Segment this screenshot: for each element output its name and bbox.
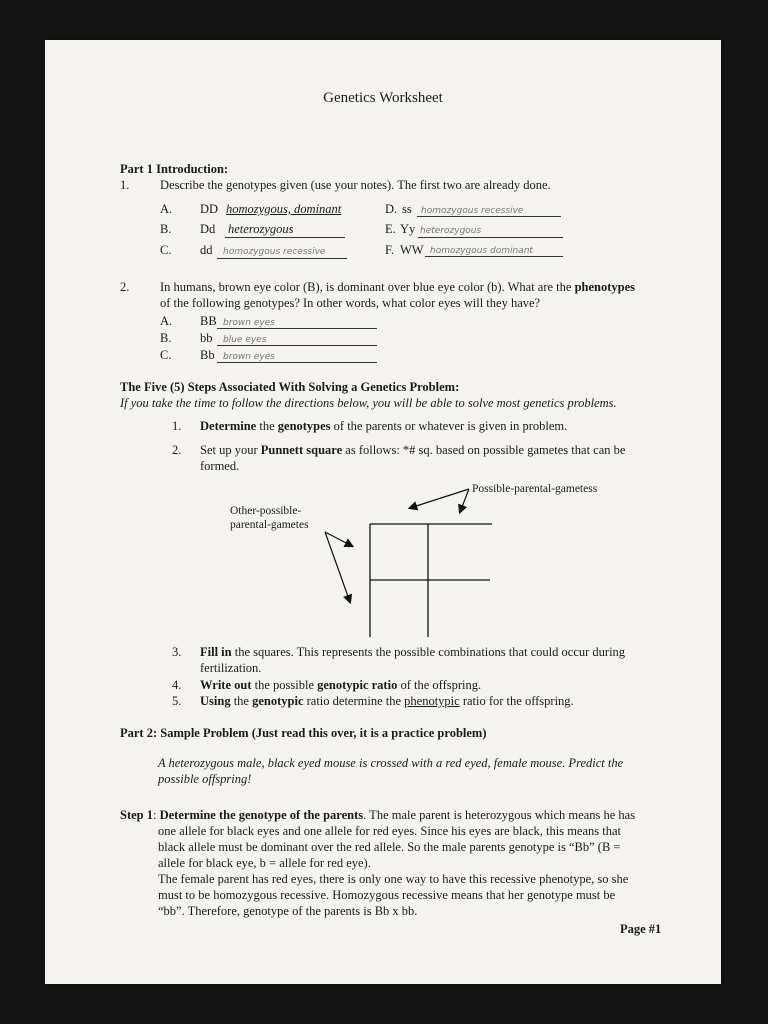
problem-line2: possible offspring! bbox=[158, 772, 252, 786]
punnett-grid bbox=[370, 524, 492, 637]
q2-item-a-answer: brown eyes bbox=[223, 318, 275, 328]
q1-item-f-genotype: WW bbox=[400, 243, 424, 257]
step5-number: 5. bbox=[172, 694, 182, 708]
step3-text-line2: fertilization. bbox=[200, 661, 262, 675]
q1-item-d-label: D. bbox=[385, 202, 398, 216]
step1-paragraph-line6: must to be homozygous recessive. Homozygous recessive means that her genotype must be bbox=[158, 888, 616, 902]
q1-item-e-label: E. bbox=[385, 222, 396, 236]
q2-item-a-label: A. bbox=[160, 314, 173, 328]
step1-paragraph-line3: black allele must be dominant over the red allele. So the male parents genotype is “Bb” (B = bbox=[158, 840, 621, 854]
step1-paragraph-line7: “bb”. Therefore, genotype of the parents is Bb x bb. bbox=[158, 904, 418, 918]
q1-item-d-answer: homozygous recessive bbox=[421, 206, 524, 216]
q2-text-line1: In humans, brown eye color (B), is dominant over blue eye color (b). What are the phenotypes bbox=[160, 280, 636, 294]
possible-parental-gametes-label: Possible-parental-gametess bbox=[472, 483, 598, 495]
q1-number: 1. bbox=[120, 178, 130, 192]
step1-number: 1. bbox=[172, 419, 182, 433]
steps-subtitle: If you take the time to follow the directions below, you will be able to solve most genetics problems. bbox=[120, 396, 617, 410]
q1-item-a-genotype: DD bbox=[200, 202, 219, 216]
step1-text: Determine the genotypes of the parents or whatever is given in problem. bbox=[200, 419, 568, 433]
q2-text-line2: of the following genotypes? In other words, what color eyes will they have? bbox=[160, 296, 541, 310]
q1-item-b-answer: heterozygous bbox=[228, 222, 294, 236]
q1-item-c-answer: homozygous recessive bbox=[223, 247, 326, 257]
worksheet-page bbox=[45, 40, 721, 984]
step4-number: 4. bbox=[172, 678, 182, 692]
q1-text: Describe the genotypes given (use your notes). The first two are already done. bbox=[160, 178, 551, 192]
part1-heading: Part 1 Introduction: bbox=[120, 162, 229, 176]
q1-item-e-answer: heterozygous bbox=[420, 226, 482, 236]
steps-heading: The Five (5) Steps Associated With Solving a Genetics Problem: bbox=[120, 380, 460, 394]
q2-item-b-answer: blue eyes bbox=[223, 335, 267, 345]
q1-item-c-genotype: dd bbox=[200, 243, 213, 257]
q1-item-b-label: B. bbox=[160, 222, 172, 236]
q1-item-f-label: F. bbox=[385, 243, 395, 257]
step2-text: Set up your Punnett square as follows: *# sq. based on possible gametes that can be bbox=[200, 443, 626, 457]
q2-item-b-genotype: bb bbox=[200, 331, 213, 345]
q2-item-c-genotype: Bb bbox=[200, 348, 215, 362]
arrows bbox=[325, 489, 469, 602]
page-title: Genetics Worksheet bbox=[323, 90, 443, 106]
page-number: Page #1 bbox=[620, 922, 662, 936]
q1-item-d-genotype: ss bbox=[402, 202, 412, 216]
q2-number: 2. bbox=[120, 280, 130, 294]
q2-item-b-label: B. bbox=[160, 331, 172, 345]
step1-paragraph-line5: The female parent has red eyes, there is only one way to have this recessive phenotype, so she bbox=[158, 872, 629, 886]
step3-text: Fill in the squares. This represents the possible combinations that could occur during bbox=[200, 645, 626, 659]
q2-item-c-label: C. bbox=[160, 348, 172, 362]
part2-heading: Part 2: Sample Problem (Just read this over, it is a practice problem) bbox=[120, 726, 487, 740]
step5-text: Using the genotypic ratio determine the phenotypic ratio for the offspring. bbox=[200, 694, 574, 708]
step2-number: 2. bbox=[172, 443, 182, 457]
q1-item-f-answer: homozygous dominant bbox=[430, 246, 533, 256]
q1-item-a-label: A. bbox=[160, 202, 173, 216]
step3-number: 3. bbox=[172, 645, 182, 659]
problem-line1: A heterozygous male, black eyed mouse is crossed with a red eyed, female mouse. Predict the bbox=[158, 756, 624, 770]
q1-item-b-genotype: Dd bbox=[200, 222, 216, 236]
step1-paragraph-line2: one allele for black eyes and one allele for red eyes. Since his eyes are black, this means that bbox=[158, 824, 622, 838]
q2-item-c-answer: brown eyes bbox=[223, 352, 275, 362]
q1-item-c-label: C. bbox=[160, 243, 172, 257]
step1-paragraph-line1: Step 1: Determine the genotype of the parents. The male parent is heterozygous which means he has bbox=[120, 808, 636, 822]
step1-paragraph-line4: allele for black eye, b = allele for red eye). bbox=[158, 856, 371, 870]
step2-text-line2: formed. bbox=[200, 459, 240, 473]
step4-text: Write out the possible genotypic ratio of the offspring. bbox=[200, 678, 482, 692]
other-gametes-label-1: Other-possible- bbox=[230, 505, 302, 517]
q2-item-a-genotype: BB bbox=[200, 314, 217, 328]
q1-item-e-genotype: Yy bbox=[400, 222, 416, 236]
q1-item-a-answer: homozygous, dominant bbox=[226, 202, 342, 216]
other-gametes-label-2: parental-gametes bbox=[230, 519, 309, 531]
